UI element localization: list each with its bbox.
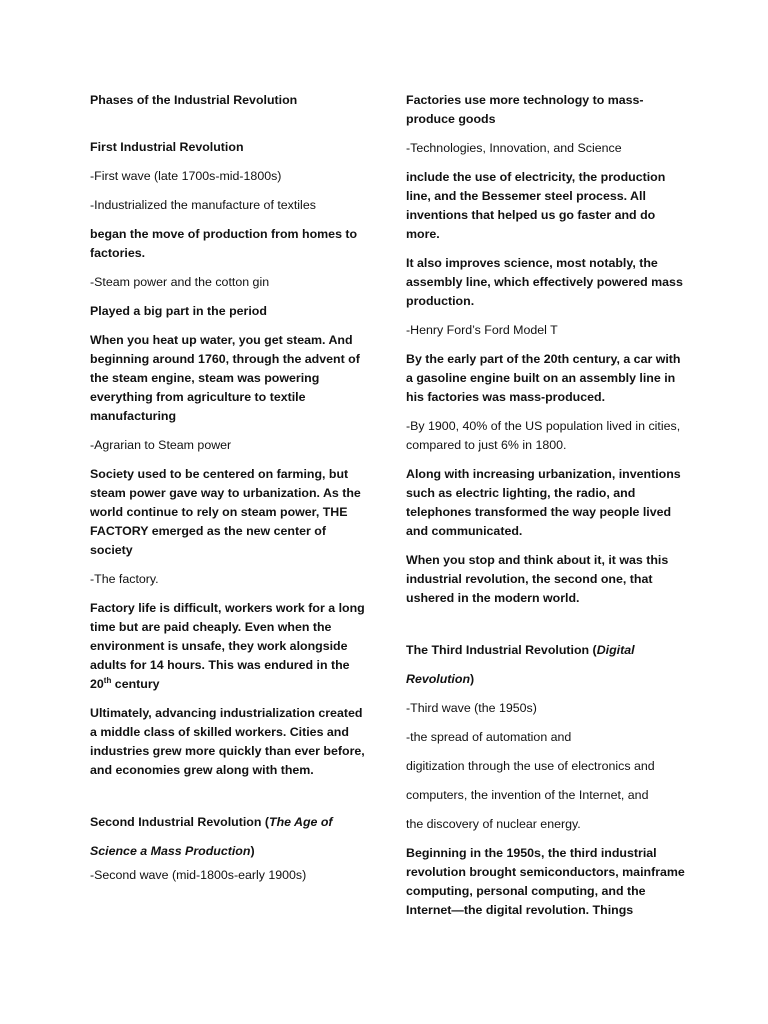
factory-life-superscript: th — [103, 675, 112, 685]
also-improves-paragraph: It also improves science, most notably, the assembly line, which effectively powered mass production. — [406, 256, 683, 308]
third-heading-italic1: Digital — [596, 643, 635, 657]
early-20th-paragraph: By the early part of the 20th century, a car with a gasoline engine built on an assembly line in his factories was mass-produced. — [406, 352, 681, 404]
second-revolution-heading — [90, 808, 372, 866]
society-paragraph: Society used to be centered on farming, but steam power gave way to urbanization. As the world continue to rely on steam power, THE FACTORY emerged as the new center of society — [90, 467, 361, 557]
factories-tech-paragraph: Factories use more technology to mass-produce goods — [406, 93, 644, 126]
henry-ford-bullet: -Henry Ford’s Ford Model T — [406, 323, 558, 337]
right-column — [406, 91, 688, 930]
second-wave-bullet: -Second wave (mid-1800s-early 1900s) — [90, 868, 307, 882]
factory-bullet: -The factory. — [90, 572, 159, 586]
heat-water-paragraph: When you heat up water, you get steam. And beginning around 1760, through the advent of the steam engine, steam was powering everything from agriculture to textile manufacturing — [90, 333, 360, 423]
second-heading-italic: The Age of Science a Mass Production — [90, 815, 333, 858]
factory-life-paragraph — [90, 599, 372, 694]
third-heading-end: ) — [470, 672, 475, 686]
factory-life-text: Factory life is difficult, workers work for a long time but are paid cheaply. Even when the environment is unsafe, they work alongside adults for 14 hours. This was endured in the 20 — [90, 601, 365, 691]
by-1900-bullet: -By 1900, 40% of the US population lived in cities, compared to just 6% in 1800. — [406, 419, 681, 452]
agrarian-bullet: -Agrarian to Steam power — [90, 438, 232, 452]
third-heading-italic2: Revolution — [406, 672, 471, 686]
document-title: Phases of the Industrial Revolution — [90, 93, 298, 107]
tech-innovation-bullet: -Technologies, Innovation, and Science — [406, 141, 622, 155]
steam-gin-bullet: -Steam power and the cotton gin — [90, 275, 270, 289]
second-heading-end: ) — [250, 844, 255, 858]
third-heading-start: The Third Industrial Revolution ( — [406, 643, 597, 657]
include-use-paragraph: include the use of electricity, the production line, and the Bessemer steel process. All inventions that helped us go faster and do more. — [406, 170, 666, 241]
spread-line-1: -the spread of automation and — [406, 730, 572, 744]
spread-line-3: computers, the invention of the Internet, and — [406, 788, 649, 802]
third-wave-bullet: -Third wave (the 1950s) — [406, 701, 537, 715]
third-revolution-heading — [406, 636, 688, 694]
beginning-1950s-paragraph: Beginning in the 1950s, the third industrial revolution brought semiconductors, mainframe computing, personal computing, and the Internet—the digital revolution. Things — [406, 846, 685, 917]
began-move-paragraph: began the move of production from homes to factories. — [90, 227, 358, 260]
stop-think-paragraph: When you stop and think about it, it was this industrial revolution, the second one, that ushered in the modern world. — [406, 553, 669, 605]
spread-line-4: the discovery of nuclear energy. — [406, 817, 581, 831]
ultimately-paragraph: Ultimately, advancing industrialization created a middle class of skilled workers. Cities and industries grew more quickly than ever before, and economies grew along with them. — [90, 706, 365, 777]
factory-life-end: century — [111, 677, 160, 691]
industrialized-bullet: -Industrialized the manufacture of textiles — [90, 198, 316, 212]
played-part-paragraph: Played a big part in the period — [90, 304, 267, 318]
left-column — [90, 91, 372, 895]
spread-line-2: digitization through the use of electronics and — [406, 759, 655, 773]
second-heading-start: Second Industrial Revolution ( — [90, 815, 269, 829]
first-wave-bullet: -First wave (late 1700s-mid-1800s) — [90, 169, 282, 183]
first-revolution-heading: First Industrial Revolution — [90, 140, 244, 154]
urbanization-paragraph: Along with increasing urbanization, inventions such as electric lighting, the radio, and telephones transformed the way people lived and communicated. — [406, 467, 681, 538]
